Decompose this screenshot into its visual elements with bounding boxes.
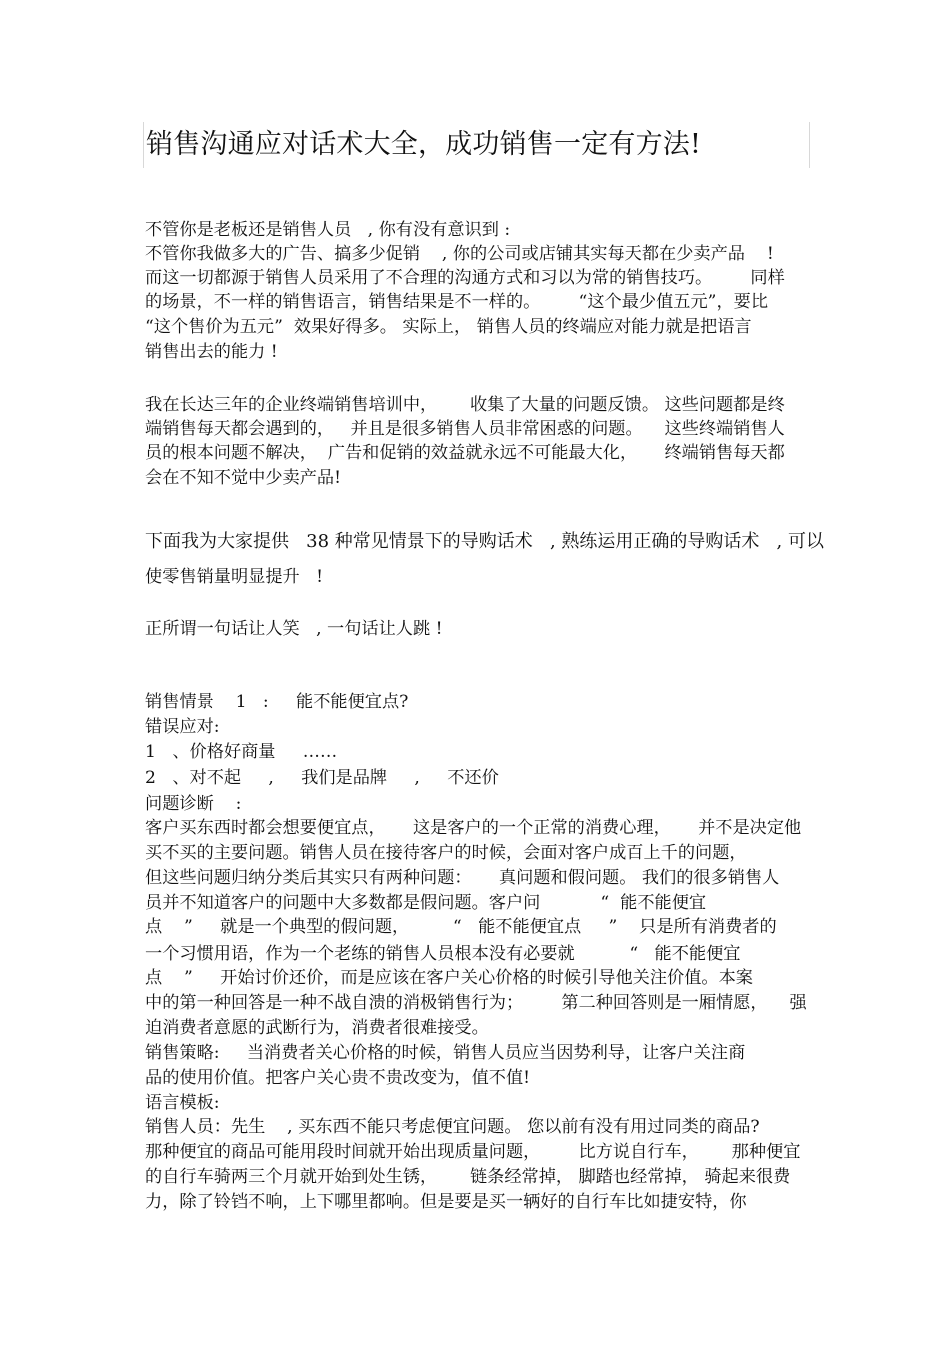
list-item: 2 、对不起 , 我们是品牌 , 不还价 bbox=[145, 768, 499, 788]
paragraph-line: 点 ” 就是一个典型的假问题， “ 能不能便宜点 ” 只是所有消费者的 bbox=[145, 917, 777, 937]
paragraph-line: 员并不知道客户的问题中大多数都是假问题。客户问 “ 能不能便宜 bbox=[145, 893, 707, 913]
paragraph-line: 销售出去的能力 ! bbox=[145, 342, 278, 362]
paragraph-line: 点 ” 开始讨价还价，而是应该在客户关心价格的时候引导他关注价值。本案 bbox=[145, 968, 753, 988]
paragraph-line: 但这些问题归纳分类后其实只有两种问题： 真问题和假问题。 我们的很多销售人 bbox=[145, 868, 780, 888]
paragraph-line: 端销售每天都会遇到的， 并且是很多销售人员非常困惑的问题。 这些终端销售人 bbox=[145, 419, 785, 439]
paragraph-line: 问题诊断 : bbox=[145, 794, 242, 814]
paragraph-line: 而这一切都源于销售人员采用了不合理的沟通方式和习以为常的销售技巧。 同样 bbox=[145, 268, 785, 288]
paragraph-line: 销售策略: 当消费者关心价格的时候，销售人员应当因势利导，让客户关注商 bbox=[145, 1043, 746, 1063]
paragraph-line: 下面我为大家提供 38 种常见情景下的导购话术 , 熟练运用正确的导购话术 , 可以 bbox=[145, 531, 825, 552]
paragraph-line: 错误应对: bbox=[145, 717, 220, 737]
paragraph-line: 一个习惯用语，作为一个老练的销售人员根本没有必要就 “ 能不能便宜 bbox=[145, 944, 741, 964]
paragraph-line: 员的根本问题不解决， 广告和促销的效益就永远不可能最大化， 终端销售每天都 bbox=[145, 443, 785, 463]
paragraph-line: 力，除了铃铛不响，上下哪里都响。但是要是买一辆好的自行车比如捷安特，你 bbox=[145, 1192, 747, 1212]
paragraph-line: 品的使用价值。把客户关心贵不贵改变为，值不值! bbox=[145, 1068, 531, 1088]
paragraph-line: 那种便宜的商品可能用段时间就开始出现质量问题， 比方说自行车， 那种便宜 bbox=[145, 1142, 801, 1162]
section-heading: 销售情景 1 : 能不能便宜点? bbox=[145, 692, 409, 712]
paragraph-line: “这个售价为五元” 效果好得多。 实际上， 销售人员的终端应对能力就是把语言 bbox=[145, 317, 752, 337]
paragraph-line: 会在不知不觉中少卖产品! bbox=[145, 468, 341, 488]
paragraph-line: 我在长达三年的企业终端销售培训中， 收集了大量的问题反馈。 这些问题都是终 bbox=[145, 395, 785, 415]
paragraph-line: 客户买东西时都会想要便宜点， 这是客户的一个正常的消费心理， 并不是决定他 bbox=[145, 818, 802, 838]
list-item: 1 、价格好商量 …… bbox=[145, 742, 338, 762]
paragraph-line: 买不买的主要问题。销售人员在接待客户的时候，会面对客户成百上千的问题， bbox=[145, 843, 747, 863]
paragraph-line: 正所谓一句话让人笑 , 一句话让人跳 ! bbox=[145, 619, 443, 639]
paragraph-line: 不管你我做多大的广告、搞多少促销 , 你的公司或店铺其实每天都在少卖产品 ! bbox=[145, 244, 774, 264]
paragraph-line: 销售人员：先生 , 买东西不能只考虑便宜问题。 您以前有没有用过同类的商品? bbox=[145, 1117, 760, 1137]
paragraph-line: 中的第一种回答是一种不战自溃的消极销售行为； 第二种回答则是一厢情愿， 强 bbox=[145, 993, 807, 1013]
paragraph-line: 的场景，不一样的销售语言，销售结果是不一样的。 “这个最少值五元”，要比 bbox=[145, 292, 769, 312]
paragraph-line: 语言模板: bbox=[145, 1093, 220, 1113]
paragraph-line: 使零售销量明显提升 ! bbox=[145, 567, 323, 587]
paragraph-line: 的自行车骑两三个月就开始到处生锈， 链条经常掉， 脚踏也经常掉， 骑起来很费 bbox=[145, 1167, 791, 1187]
page-title: 销售沟通应对话术大全，成功销售一定有方法! bbox=[146, 129, 702, 160]
paragraph-line: 不管你是老板还是销售人员 , 你有没有意识到 : bbox=[145, 220, 511, 240]
paragraph-line: 迫消费者意愿的武断行为，消费者很难接受。 bbox=[145, 1018, 489, 1038]
